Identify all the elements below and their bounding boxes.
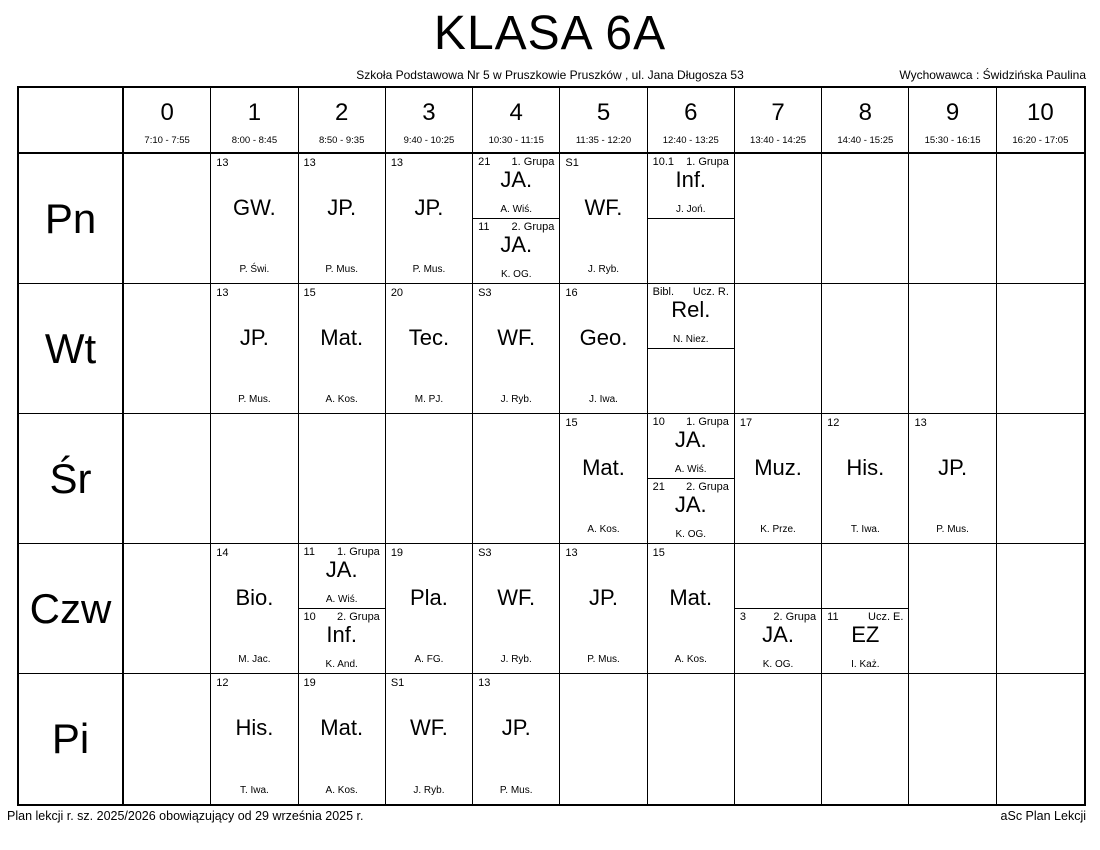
lesson-cell bbox=[648, 544, 735, 674]
room-number: 15 bbox=[652, 547, 665, 559]
period-time: 8:50 - 9:35 bbox=[318, 135, 365, 146]
subject-label: Mat. bbox=[320, 715, 364, 740]
subject-label: JA. bbox=[325, 557, 358, 582]
lesson-cell bbox=[822, 284, 909, 414]
group-label: 2. Grupa bbox=[511, 221, 555, 233]
period-time: 9:40 - 10:25 bbox=[403, 135, 455, 146]
teacher-label: A. Kos. bbox=[674, 654, 707, 665]
lesson-cell bbox=[997, 154, 1084, 284]
subject-label: Inf. bbox=[675, 167, 707, 192]
room-number: 13 bbox=[914, 417, 927, 429]
lesson-cell bbox=[560, 674, 647, 804]
teacher-label: K. OG. bbox=[500, 269, 532, 280]
lesson-cell bbox=[822, 414, 909, 544]
lesson-cell bbox=[560, 284, 647, 414]
room-number: 12 bbox=[827, 417, 840, 429]
lesson-group-half bbox=[648, 284, 734, 349]
teacher-label: J. Ryb. bbox=[500, 654, 532, 665]
teacher-label: A. FG. bbox=[414, 654, 444, 665]
room-number: 13 bbox=[565, 547, 578, 559]
period-time: 10:30 - 11:15 bbox=[488, 135, 544, 146]
room-number: 11 bbox=[478, 221, 490, 233]
group-label: 1. Grupa bbox=[511, 156, 555, 168]
lesson-cell bbox=[822, 674, 909, 804]
lesson-cell bbox=[997, 544, 1084, 674]
period-header-cell bbox=[299, 88, 386, 154]
lesson-group-half bbox=[648, 154, 734, 219]
teacher-label: A. Kos. bbox=[325, 394, 358, 405]
teacher-label: A. Wiś. bbox=[500, 204, 533, 215]
lesson-cell bbox=[473, 284, 560, 414]
teacher-label: K. OG. bbox=[675, 529, 707, 540]
tutor-name: Wychowawca : Świdzińska Paulina bbox=[893, 68, 1086, 82]
period-time: 8:00 - 8:45 bbox=[231, 135, 278, 146]
room-number: 13 bbox=[478, 677, 491, 689]
room-number: 10 bbox=[652, 416, 665, 428]
teacher-label: P. Mus. bbox=[936, 524, 969, 535]
teacher-label: A. Wiś. bbox=[674, 464, 707, 475]
lesson-cell bbox=[648, 414, 735, 544]
lesson-cell bbox=[997, 674, 1084, 804]
subject-label: JP. bbox=[938, 455, 968, 480]
day-label: Pi bbox=[19, 674, 124, 804]
subject-label: Mat. bbox=[582, 455, 625, 480]
lesson-cell bbox=[473, 154, 560, 284]
lesson-cell bbox=[386, 414, 473, 544]
lesson-group-half bbox=[735, 609, 821, 673]
teacher-label: P. Mus. bbox=[325, 264, 358, 275]
teacher-label: T. Iwa. bbox=[850, 524, 880, 535]
teacher-label: J. Ryb. bbox=[413, 785, 445, 796]
room-number: 10.1 bbox=[652, 156, 675, 168]
room-number: Bibl. bbox=[652, 286, 675, 298]
lesson-cell bbox=[124, 284, 211, 414]
lesson-cell bbox=[560, 154, 647, 284]
teacher-label: T. Iwa. bbox=[239, 785, 269, 796]
lesson-cell bbox=[735, 414, 822, 544]
group-label: 1. Grupa bbox=[686, 416, 729, 428]
day-label: Śr bbox=[19, 414, 124, 544]
teacher-label: M. Jac. bbox=[238, 654, 271, 665]
subject-label: JA. bbox=[674, 427, 707, 452]
room-number: 3 bbox=[739, 611, 747, 623]
period-number: 8 bbox=[858, 99, 872, 126]
subject-label: Bio. bbox=[235, 585, 274, 610]
teacher-label: P. Mus. bbox=[238, 394, 271, 405]
room-number: 13 bbox=[390, 157, 404, 169]
period-header-cell bbox=[386, 88, 473, 154]
lesson-group-half bbox=[473, 219, 559, 283]
lesson-group-half bbox=[648, 349, 734, 413]
group-label: Ucz. R. bbox=[692, 286, 729, 298]
footer-app-name: aSc Plan Lekcji bbox=[1000, 809, 1086, 823]
teacher-label: A. Kos. bbox=[325, 785, 358, 796]
room-number: 21 bbox=[652, 481, 665, 493]
lesson-cell bbox=[299, 414, 386, 544]
corner-cell bbox=[19, 88, 124, 154]
footer-plan-info: Plan lekcji r. sz. 2025/2026 obowiązujący od 29 września 2025 r. bbox=[7, 809, 364, 823]
teacher-label: P. Mus. bbox=[412, 264, 446, 275]
subject-label: Pla. bbox=[409, 585, 448, 610]
subject-label: JP. bbox=[414, 195, 444, 220]
lesson-cell bbox=[822, 544, 909, 674]
teacher-label: P. Mus. bbox=[587, 654, 620, 665]
lesson-cell bbox=[211, 284, 298, 414]
period-header-cell bbox=[560, 88, 647, 154]
lesson-cell bbox=[909, 154, 996, 284]
period-header-cell bbox=[124, 88, 211, 154]
day-label: Wt bbox=[19, 284, 124, 414]
lesson-cell bbox=[648, 284, 735, 414]
period-number: 2 bbox=[334, 99, 349, 126]
room-number: 17 bbox=[739, 417, 753, 429]
period-time: 12:40 - 13:25 bbox=[662, 135, 719, 146]
period-number: 9 bbox=[945, 99, 960, 126]
lesson-cell bbox=[124, 544, 211, 674]
subject-label: JP. bbox=[239, 325, 269, 350]
lesson-cell bbox=[560, 414, 647, 544]
subject-label: Geo. bbox=[579, 325, 628, 350]
lesson-cell bbox=[124, 154, 211, 284]
subject-label: JA. bbox=[762, 622, 794, 647]
teacher-label: I. Każ. bbox=[851, 659, 880, 670]
subject-label: JP. bbox=[327, 195, 357, 220]
period-time: 13:40 - 14:25 bbox=[750, 135, 807, 146]
period-number: 4 bbox=[509, 99, 523, 126]
lesson-group-half bbox=[648, 219, 734, 283]
room-number: 15 bbox=[565, 417, 578, 429]
day-label: Pn bbox=[19, 154, 124, 284]
teacher-label: A. Wiś. bbox=[325, 594, 358, 605]
teacher-label: P. Mus. bbox=[499, 785, 533, 796]
period-number: 10 bbox=[1027, 99, 1054, 126]
room-number: 16 bbox=[565, 287, 578, 299]
subject-label: WF. bbox=[410, 715, 448, 740]
lesson-cell bbox=[473, 414, 560, 544]
lesson-cell bbox=[124, 674, 211, 804]
page-title: KLASA 6A bbox=[433, 7, 667, 60]
teacher-label: K. And. bbox=[325, 659, 358, 670]
room-number: S1 bbox=[390, 677, 405, 689]
subject-label: WF. bbox=[584, 195, 623, 220]
lesson-cell bbox=[735, 544, 822, 674]
lesson-cell bbox=[386, 674, 473, 804]
subject-label: His. bbox=[846, 455, 885, 480]
lesson-group-half bbox=[473, 154, 559, 219]
lesson-cell bbox=[211, 414, 298, 544]
lesson-cell bbox=[211, 674, 298, 804]
group-label: Ucz. E. bbox=[868, 611, 904, 623]
room-number: 13 bbox=[303, 157, 316, 169]
lesson-group-half bbox=[299, 544, 385, 609]
lesson-group-half bbox=[299, 609, 385, 673]
period-number: 0 bbox=[160, 99, 174, 126]
lesson-cell bbox=[909, 674, 996, 804]
lesson-group-half bbox=[822, 609, 908, 673]
lesson-group-half bbox=[648, 414, 734, 479]
lesson-cell bbox=[299, 154, 386, 284]
lesson-cell bbox=[909, 544, 996, 674]
period-header-cell bbox=[473, 88, 560, 154]
room-number: 15 bbox=[303, 287, 316, 299]
lesson-cell bbox=[997, 284, 1084, 414]
subject-label: EZ bbox=[851, 622, 880, 647]
period-number: 6 bbox=[684, 99, 698, 126]
room-number: 13 bbox=[216, 287, 229, 299]
teacher-label: N. Niez. bbox=[672, 334, 709, 345]
lesson-cell bbox=[386, 154, 473, 284]
timetable-grid bbox=[17, 86, 1086, 806]
teacher-label: M. PJ. bbox=[414, 394, 444, 405]
lesson-cell bbox=[909, 414, 996, 544]
lesson-cell bbox=[211, 544, 298, 674]
subject-label: JA. bbox=[500, 167, 533, 192]
lesson-group-half bbox=[822, 544, 908, 609]
subject-label: Mat. bbox=[669, 585, 713, 610]
lesson-cell bbox=[473, 674, 560, 804]
lesson-cell bbox=[909, 284, 996, 414]
lesson-cell bbox=[386, 544, 473, 674]
group-label: 2. Grupa bbox=[337, 611, 380, 623]
room-number: 12 bbox=[216, 677, 229, 689]
period-time: 15:30 - 16:15 bbox=[924, 135, 981, 146]
lesson-cell bbox=[299, 284, 386, 414]
period-header-cell bbox=[211, 88, 298, 154]
teacher-label: J. Joń. bbox=[676, 204, 706, 215]
room-number: 14 bbox=[216, 547, 229, 559]
lesson-cell bbox=[648, 154, 735, 284]
teacher-label: J. Ryb. bbox=[587, 264, 620, 275]
period-time: 16:20 - 17:05 bbox=[1012, 135, 1069, 146]
teacher-label: A. Kos. bbox=[587, 524, 620, 535]
room-number: 13 bbox=[216, 157, 229, 169]
room-number: S3 bbox=[478, 287, 492, 299]
group-label: 2. Grupa bbox=[686, 481, 729, 493]
room-number: 19 bbox=[303, 677, 316, 689]
lesson-cell bbox=[299, 674, 386, 804]
lesson-cell bbox=[735, 284, 822, 414]
room-number: 19 bbox=[390, 547, 404, 559]
lesson-cell bbox=[386, 284, 473, 414]
group-label: 1. Grupa bbox=[686, 156, 729, 168]
subject-label: GW. bbox=[233, 195, 276, 220]
lesson-cell bbox=[124, 414, 211, 544]
room-number: S1 bbox=[565, 157, 579, 169]
room-number: 11 bbox=[303, 546, 315, 558]
teacher-label: P. Świ. bbox=[239, 264, 270, 275]
lesson-cell bbox=[735, 674, 822, 804]
period-number: 5 bbox=[596, 99, 611, 126]
period-header-cell bbox=[822, 88, 909, 154]
teacher-label: K. Prze. bbox=[760, 524, 796, 535]
lesson-cell bbox=[299, 544, 386, 674]
subject-label: His. bbox=[235, 715, 274, 740]
period-time: 7:10 - 7:55 bbox=[144, 135, 190, 146]
room-number: 20 bbox=[390, 287, 404, 299]
group-label: 2. Grupa bbox=[773, 611, 817, 623]
period-time: 14:40 - 15:25 bbox=[837, 135, 894, 146]
period-header-cell bbox=[997, 88, 1084, 154]
period-number: 7 bbox=[771, 99, 785, 126]
subject-label: Mat. bbox=[320, 325, 364, 350]
teacher-label: J. Iwa. bbox=[589, 394, 618, 405]
subject-label: JA. bbox=[500, 232, 533, 257]
period-header-cell bbox=[735, 88, 822, 154]
room-number: S3 bbox=[478, 547, 492, 559]
period-number: 3 bbox=[422, 99, 436, 126]
lesson-cell bbox=[473, 544, 560, 674]
lesson-group-half bbox=[648, 479, 734, 543]
subject-label: JP. bbox=[501, 715, 531, 740]
school-name: Szkoła Podstawowa Nr 5 w Pruszkowie Pruszków , ul. Jana Długosza 53 bbox=[356, 68, 744, 82]
subject-label: Inf. bbox=[326, 622, 357, 647]
lesson-cell bbox=[822, 154, 909, 284]
lesson-cell bbox=[211, 154, 298, 284]
teacher-label: K. OG. bbox=[762, 659, 794, 670]
subject-label: Muz. bbox=[754, 455, 802, 480]
subject-label: JA. bbox=[674, 492, 707, 517]
subject-label: Rel. bbox=[671, 297, 711, 322]
room-number: 11 bbox=[827, 611, 839, 623]
lesson-cell bbox=[735, 154, 822, 284]
period-number: 1 bbox=[247, 99, 262, 126]
lesson-group-half bbox=[735, 544, 821, 609]
subject-label: WF. bbox=[497, 585, 536, 610]
period-time: 11:35 - 12:20 bbox=[575, 135, 632, 146]
room-number: 21 bbox=[478, 156, 491, 168]
subject-label: JP. bbox=[589, 585, 618, 610]
subject-label: WF. bbox=[497, 325, 536, 350]
room-number: 10 bbox=[303, 611, 316, 623]
lesson-cell bbox=[560, 544, 647, 674]
lesson-cell bbox=[997, 414, 1084, 544]
group-label: 1. Grupa bbox=[337, 546, 380, 558]
period-header-cell bbox=[909, 88, 996, 154]
teacher-label: J. Ryb. bbox=[500, 394, 532, 405]
subject-label: Tec. bbox=[408, 325, 450, 350]
lesson-cell bbox=[648, 674, 735, 804]
day-label: Czw bbox=[19, 544, 124, 674]
period-header-cell bbox=[648, 88, 735, 154]
